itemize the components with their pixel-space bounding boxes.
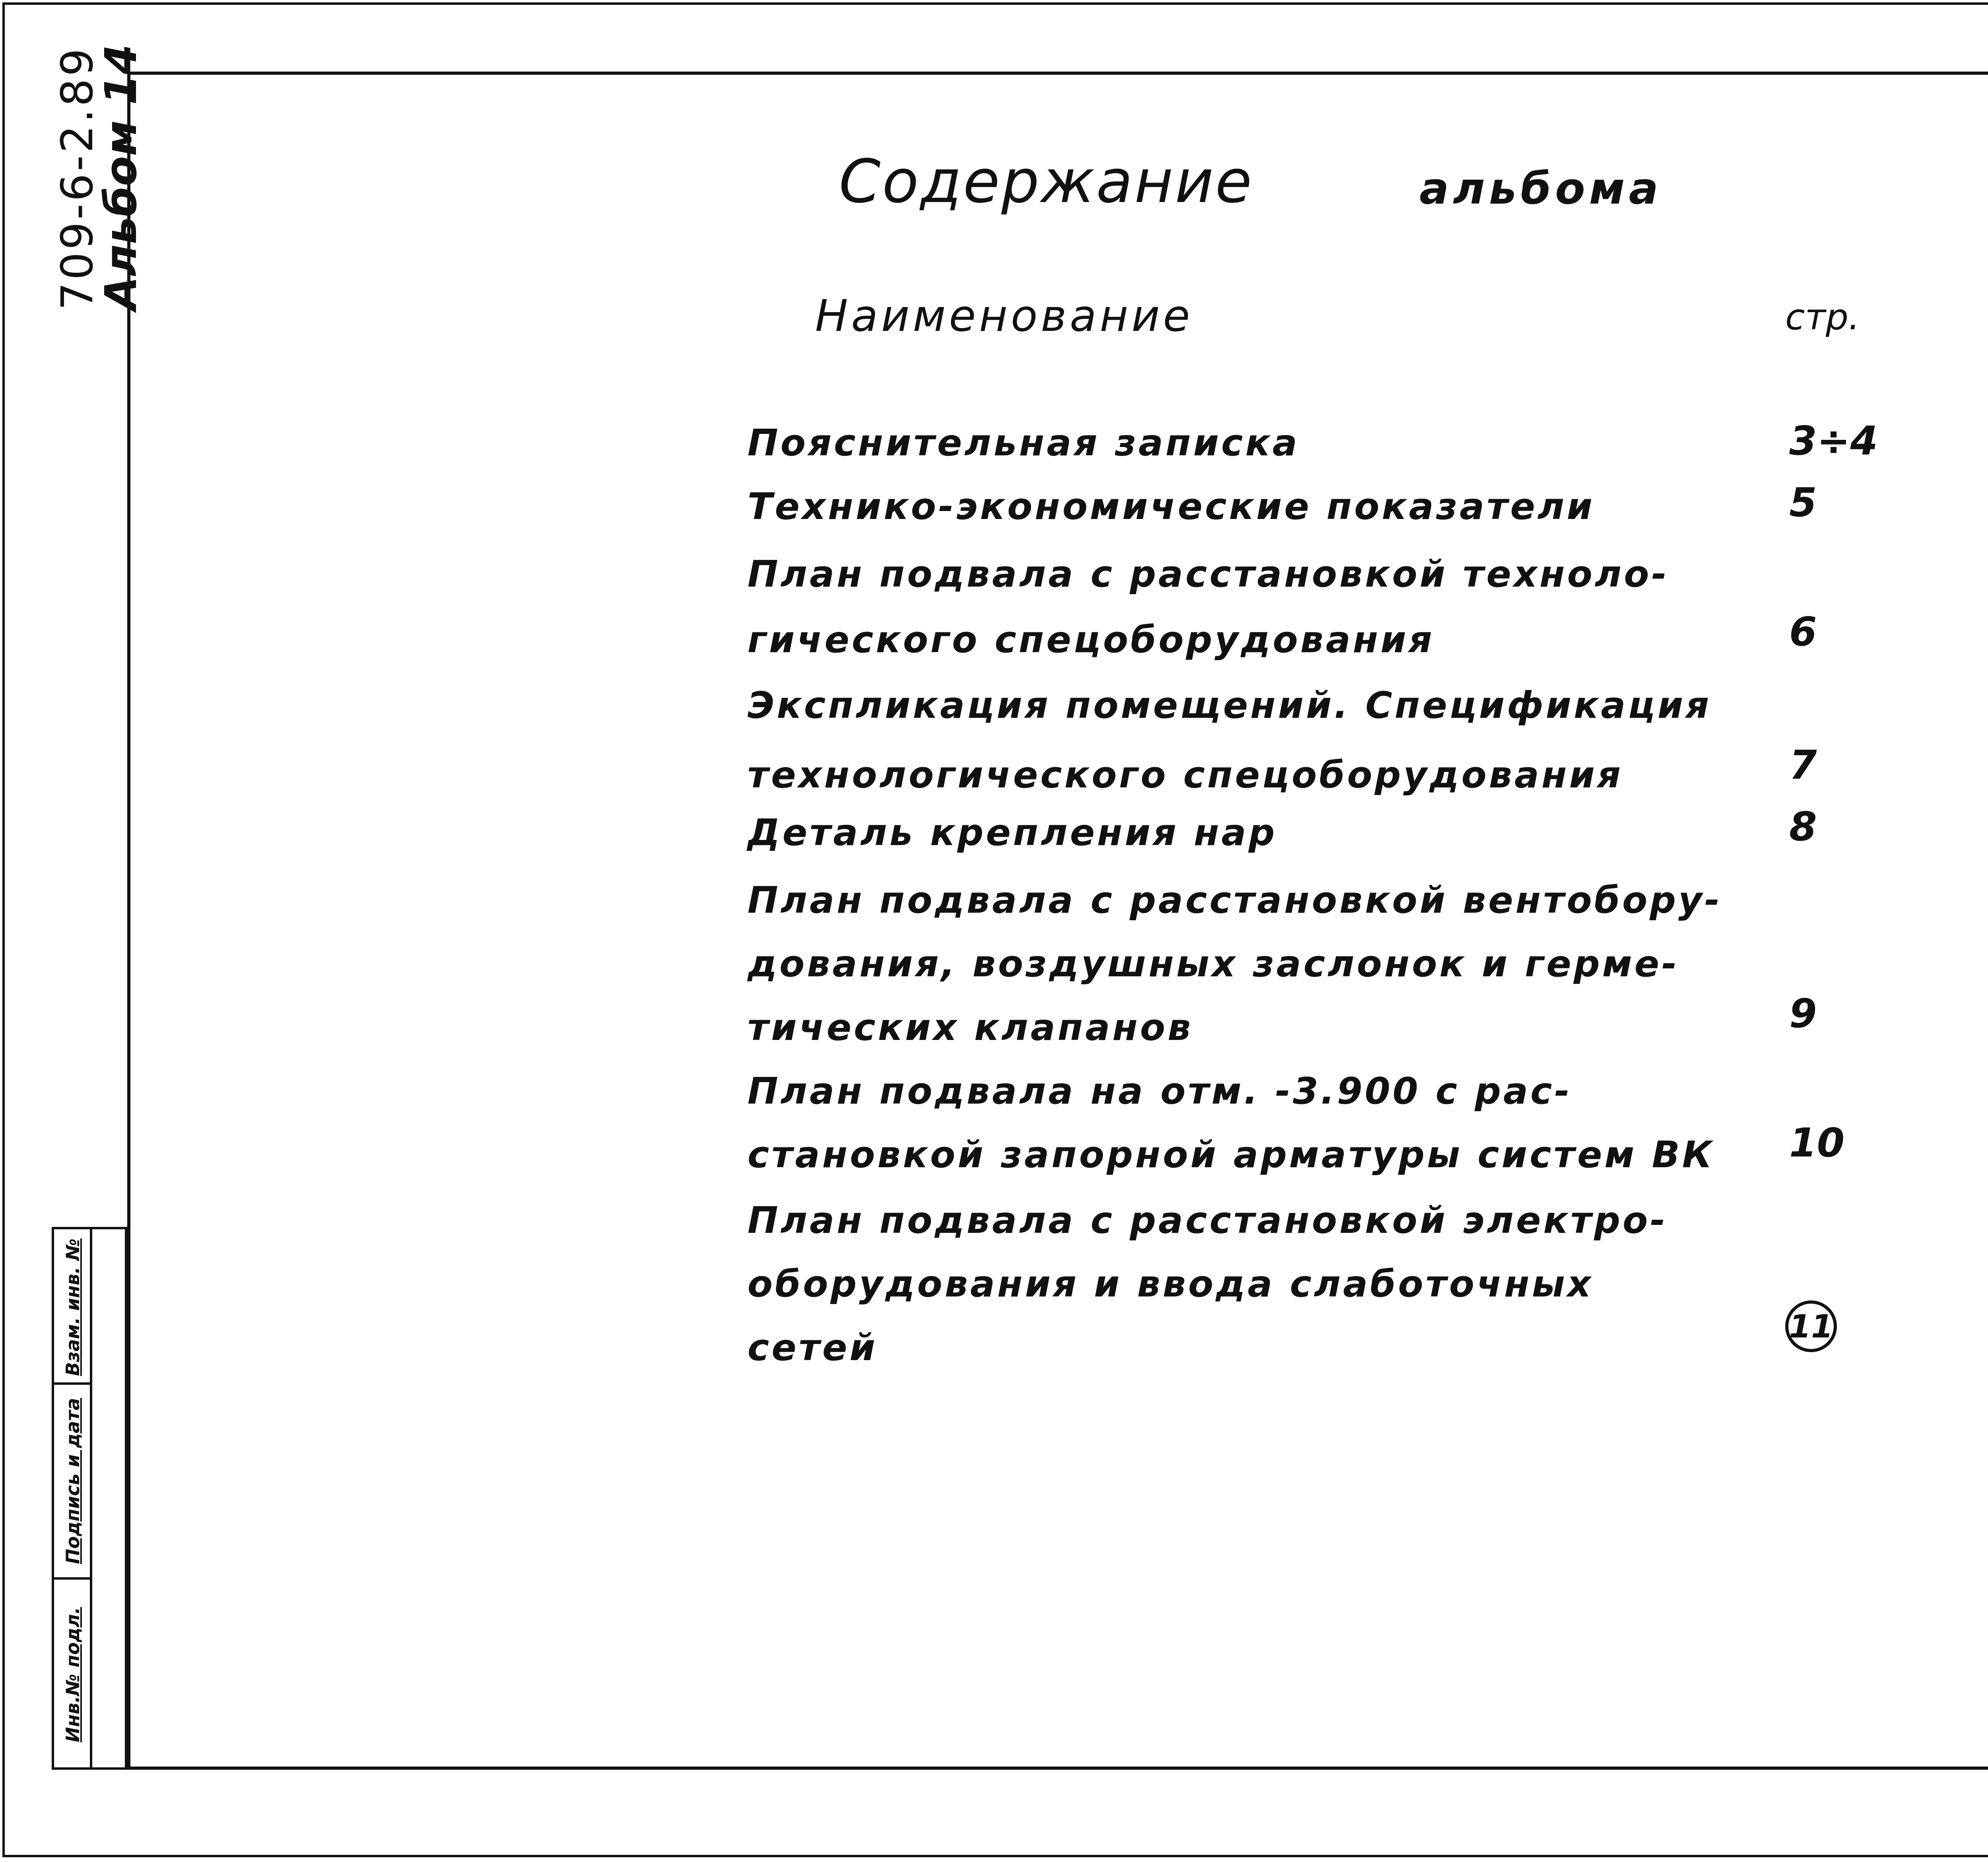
title-sub: альбома — [1419, 163, 1662, 214]
entry-line: Экспликация помещений. Спецификация — [747, 684, 1712, 727]
entry-line: План подвала с расстановкой вентобору- — [747, 879, 1722, 921]
album-code: Альбом 14 — [95, 44, 146, 310]
entry-line: сетей — [747, 1326, 878, 1369]
entry-page: 10 — [1789, 1120, 1845, 1166]
stamp-cell-signature-date — [56, 1384, 90, 1577]
stamp-cell-replaced-inv — [56, 1232, 90, 1383]
stamp-label-replaced-inv: Взам. инв. № — [62, 1238, 84, 1376]
stamp-cell-inv-original — [56, 1579, 90, 1770]
entry-page: 6 — [1789, 608, 1817, 655]
column-header-name: Наименование — [815, 290, 1193, 341]
approval-stamp — [52, 1227, 127, 1770]
entry-line: становкой запорной арматуры систем ВК — [747, 1133, 1714, 1176]
entry-page: 3÷4 — [1789, 418, 1878, 464]
entry-line: План подвала с расстановкой электро- — [747, 1199, 1668, 1242]
stamp-divider — [54, 1577, 92, 1580]
entry-line: План подвала с расстановкой техноло- — [747, 553, 1669, 595]
document-code: 709-6-2.89 — [52, 46, 103, 310]
page-title — [839, 147, 1662, 216]
entry-page: 7 — [1789, 742, 1817, 788]
entry-line: План подвала на отм. -3.900 с рас- — [747, 1070, 1572, 1112]
entry-page: 8 — [1789, 803, 1817, 850]
stamp-label-inv-original: Инв.№ подл. — [62, 1607, 83, 1742]
entry-line: оборудования и ввода слаботочных — [747, 1263, 1594, 1305]
entry-page-circled: 11 — [1785, 1300, 1837, 1352]
entry-line: Пояснительная записка — [747, 422, 1300, 464]
entry-line: Технико-экономические показатели — [747, 485, 1595, 528]
column-header-page: стр. — [1785, 296, 1860, 338]
title-main: Содержание — [839, 147, 1254, 216]
entry-page: 9 — [1789, 990, 1817, 1037]
entry-line: технологического спецоборудования — [747, 754, 1623, 796]
entry-line: Деталь крепления нар — [747, 811, 1277, 854]
entry-line: дования, воздушных заслонок и герме- — [747, 943, 1679, 985]
entry-page: 5 — [1789, 479, 1817, 526]
stamp-label-signature-date: Подпись и дата — [62, 1397, 83, 1564]
entry-line: гического спецоборудования — [747, 618, 1435, 661]
entry-line: тических клапанов — [747, 1006, 1193, 1049]
stamp-divider — [90, 1229, 92, 1767]
